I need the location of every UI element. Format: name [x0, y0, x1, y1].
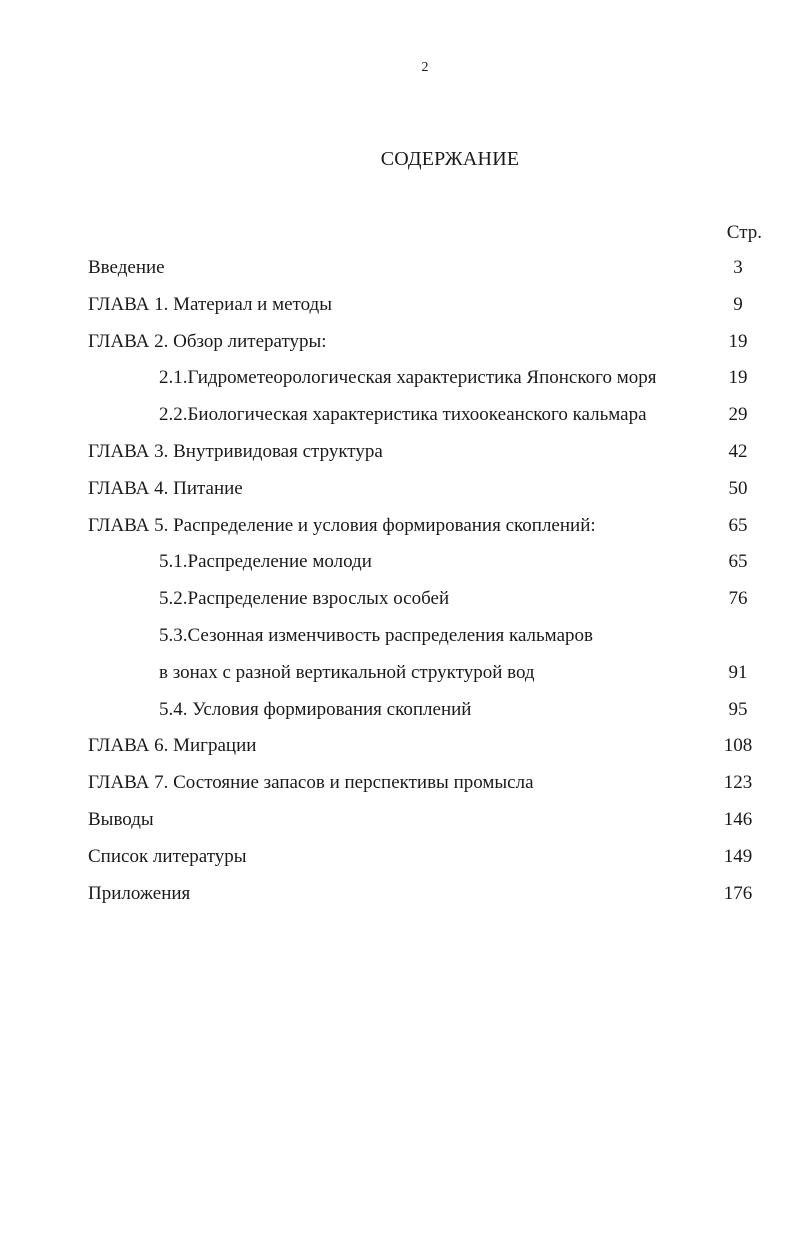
- toc-entry-page: 9: [733, 293, 743, 315]
- toc-entry-label: Выводы: [88, 808, 154, 830]
- toc-entry-page: 29: [728, 404, 748, 426]
- toc-entry-label: ГЛАВА 7. Состояние запасов и перспективы промысла: [88, 772, 534, 794]
- toc-entry-label: Введение: [88, 257, 165, 278]
- toc-entry-label: 5.3.Сезонная изменчивость распределения кальмаров: [159, 624, 593, 646]
- toc-entry-section-5-3: [88, 618, 758, 655]
- toc-entry-references: [88, 839, 758, 876]
- toc-entry-page: 123: [723, 772, 753, 794]
- toc-entry-label: 5.4. Условия формирования скоплений: [159, 698, 472, 720]
- toc-entry-label: 2.2.Биологическая характеристика тихоокеанского кальмара: [159, 404, 647, 426]
- toc-entry-label: ГЛАВА 3. Внутривидовая структура: [88, 440, 383, 462]
- toc-entry-page: 3: [733, 257, 743, 278]
- toc-entry-page: 19: [728, 330, 748, 352]
- toc-entry-page: 19: [728, 367, 748, 389]
- toc-entry-label: Приложения: [88, 882, 191, 904]
- toc-entry-label: ГЛАВА 4. Питание: [88, 477, 243, 499]
- toc-entry-label: 5.1.Распределение молоди: [159, 551, 372, 573]
- toc-entry-section-2-2: [88, 397, 758, 434]
- toc-entry-label: ГЛАВА 2. Обзор литературы:: [88, 330, 327, 352]
- toc-entry-page: 76: [728, 588, 748, 610]
- toc-entry-label: 2.1.Гидрометеорологическая характеристика Японского моря: [159, 367, 657, 389]
- toc-entry-chapter-5: [88, 508, 758, 545]
- toc-entry-label: ГЛАВА 6. Миграции: [88, 735, 257, 757]
- toc-entry-page: 95: [728, 698, 748, 720]
- toc-entry-page: 91: [728, 661, 748, 683]
- toc-entry-page: 65: [728, 551, 748, 573]
- toc-entry-section-5-4: [88, 692, 758, 729]
- toc-entry-chapter-4: [88, 471, 758, 508]
- toc-entry-page: 108: [723, 735, 753, 757]
- toc-entry-appendices: [88, 876, 758, 913]
- toc-entry-page: 149: [723, 845, 753, 867]
- toc-entry-label: в зонах с разной вертикальной структурой вод: [159, 661, 535, 683]
- toc-entry-page: 146: [723, 808, 753, 830]
- page-column-header: Стр.: [726, 222, 762, 243]
- page-title: СОДЕРЖАНИЕ: [380, 148, 520, 170]
- toc-entry-section-5-2: [88, 581, 758, 618]
- toc-entry-label: ГЛАВА 1. Материал и методы: [88, 293, 332, 315]
- toc-entry-chapter-6: [88, 728, 758, 765]
- toc-entry-section-2-1: [88, 360, 758, 397]
- table-of-contents: [88, 250, 758, 912]
- toc-entry-label: 5.2.Распределение взрослых особей: [159, 588, 450, 610]
- toc-entry-chapter-3: [88, 434, 758, 471]
- toc-entry-section-5-1: [88, 544, 758, 581]
- page-number: 2: [421, 60, 429, 75]
- toc-entry-page: 42: [728, 440, 748, 462]
- toc-entry-chapter-7: [88, 765, 758, 802]
- toc-entry-label: Список литературы: [88, 845, 247, 867]
- toc-entry-chapter-1: [88, 287, 758, 324]
- toc-entry-conclusions: [88, 802, 758, 839]
- toc-entry-section-5-3-continued: [88, 655, 758, 692]
- toc-entry-label: ГЛАВА 5. Распределение и условия формирования скоплений:: [88, 514, 596, 536]
- toc-entry-page: 176: [723, 882, 753, 904]
- toc-entry-chapter-2: [88, 324, 758, 361]
- toc-entry-page: 50: [728, 477, 748, 499]
- toc-entry-introduction: [88, 250, 758, 287]
- toc-entry-page: 65: [728, 514, 748, 536]
